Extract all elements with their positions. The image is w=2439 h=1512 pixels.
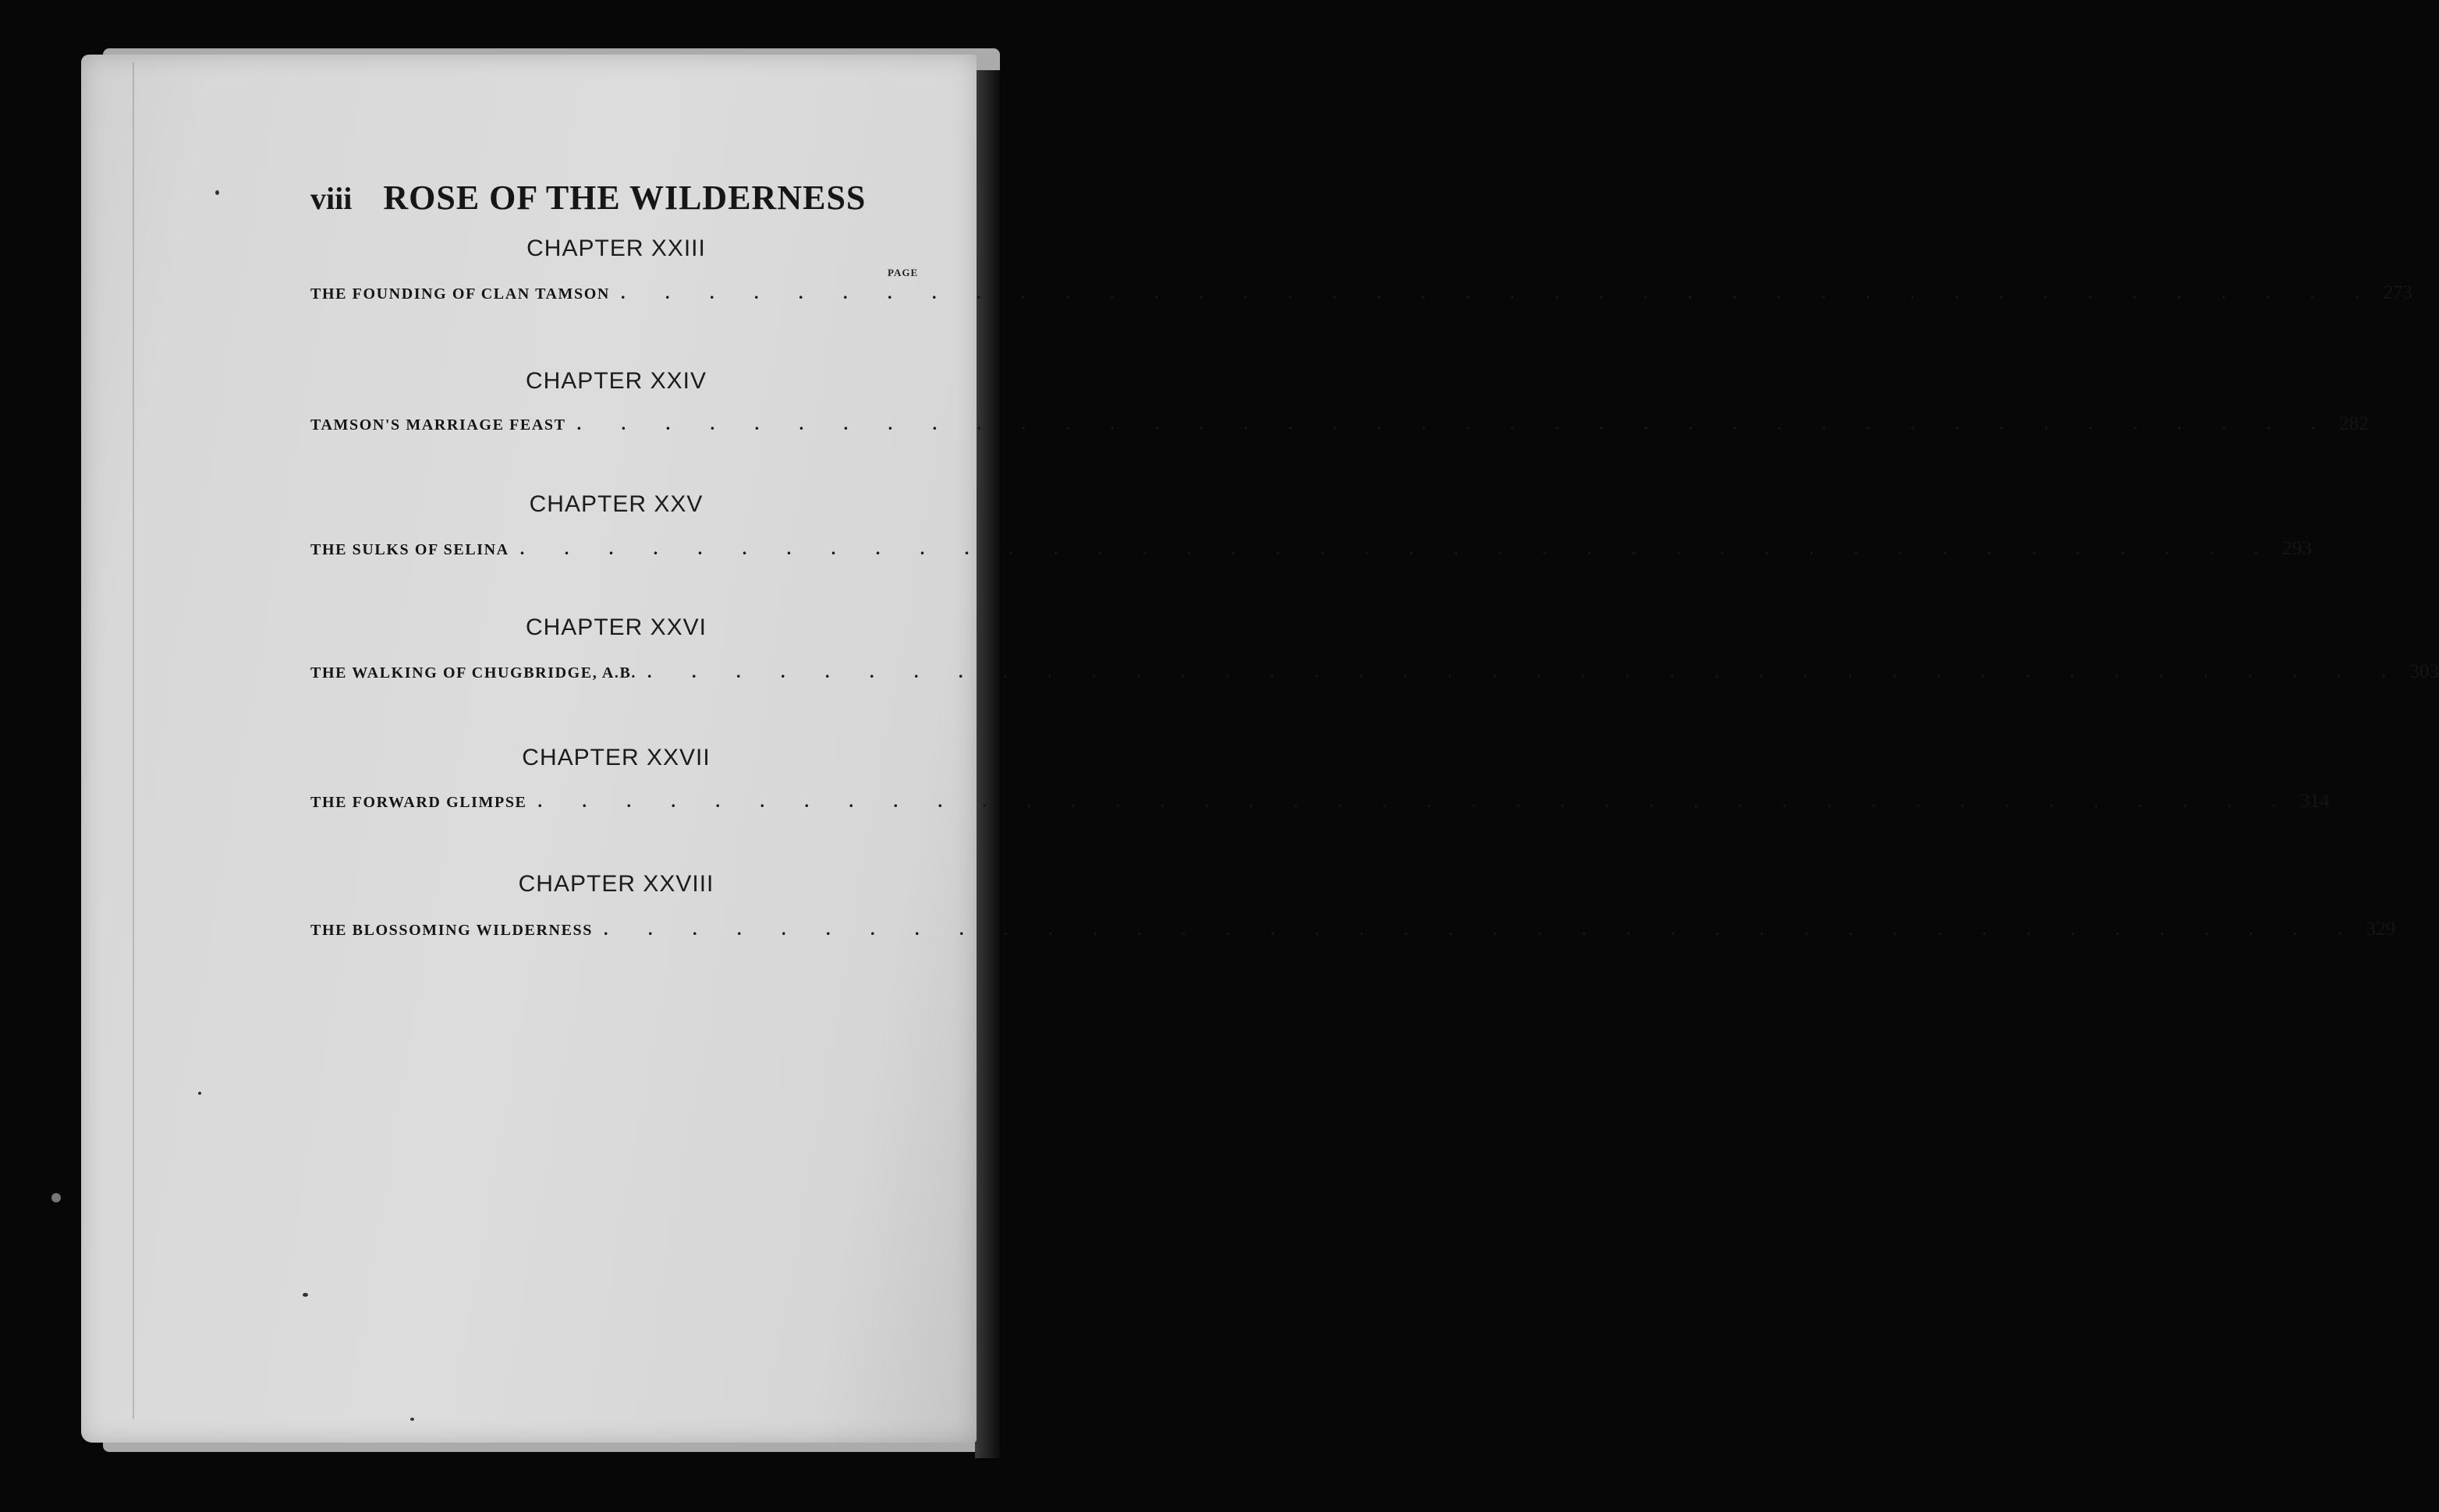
toc-entry[interactable] <box>310 282 2412 309</box>
toc-entry-page: 273 <box>2383 282 2412 303</box>
toc-entry-title: TAMSON'S MARRIAGE FEAST <box>310 416 566 434</box>
toc-entry-title: THE WALKING OF CHUGBRIDGE, A.B. <box>310 664 636 682</box>
page-column-label: PAGE <box>888 267 919 278</box>
toc-entry-page: 293 <box>2282 538 2312 559</box>
toc-entry[interactable] <box>310 791 2330 817</box>
toc-entry-page: 303 <box>2409 661 2439 682</box>
toc-entry-title: THE SULKS OF SELINA <box>310 541 509 558</box>
toc-entry[interactable] <box>310 661 2439 688</box>
leader-dots: . . . . . . . . . . . . . . . . . . . . . . . . . . . . . . . . . . . . . . . . <box>537 791 2294 811</box>
toc-entry-title: THE BLOSSOMING WILDERNESS <box>310 922 593 939</box>
toc-entry-page: 329 <box>2366 919 2395 940</box>
chapter-heading: CHAPTER XXVIII <box>518 871 714 897</box>
toc-entry[interactable] <box>310 413 2369 440</box>
chapter-heading: CHAPTER XXIII <box>526 235 706 261</box>
toc-entry-title: THE FOUNDING OF CLAN TAMSON <box>310 285 610 303</box>
page-edge-line <box>133 62 134 1419</box>
chapter-heading: CHAPTER XXVI <box>525 614 707 640</box>
toc-entry-title: THE FORWARD GLIMPSE <box>310 794 527 811</box>
leader-dots: . . . . . . . . . . . . . . . . . . . . . . . . . . . . . . . . . . . . . . . . <box>620 283 2377 303</box>
toc-entry-page: 314 <box>2300 791 2330 812</box>
chapter-heading: CHAPTER XXVII <box>522 745 711 770</box>
scan-speck <box>51 1193 61 1202</box>
toc-entry-page: 282 <box>2339 413 2369 434</box>
scan-speck <box>303 1293 308 1297</box>
scan-speck <box>410 1418 414 1421</box>
toc-entry[interactable] <box>310 538 2312 565</box>
leader-dots: . . . . . . . . . . . . . . . . . . . . . . . . . . . . . . . . . . . . . . . . <box>519 539 2277 558</box>
book-title: ROSE OF THE WILDERNESS <box>383 179 867 217</box>
chapter-heading: CHAPTER XXIV <box>525 368 707 394</box>
page-folio: viii <box>310 181 353 216</box>
leader-dots: . . . . . . . . . . . . . . . . . . . . . . . . . . . . . . . . . . . . . . . . <box>576 414 2334 434</box>
running-head <box>310 178 872 225</box>
leader-dots: . . . . . . . . . . . . . . . . . . . . . . . . . . . . . . . . . . . . . . . . <box>603 919 2360 939</box>
binding-shadow <box>975 70 1000 1458</box>
scan-speck <box>215 190 219 195</box>
scan-speck <box>198 1092 201 1095</box>
chapter-heading: CHAPTER XXV <box>529 491 704 517</box>
leader-dots: . . . . . . . . . . . . . . . . . . . . . . . . . . . . . . . . . . . . . . . . <box>647 662 2404 682</box>
toc-entry[interactable] <box>310 919 2395 945</box>
